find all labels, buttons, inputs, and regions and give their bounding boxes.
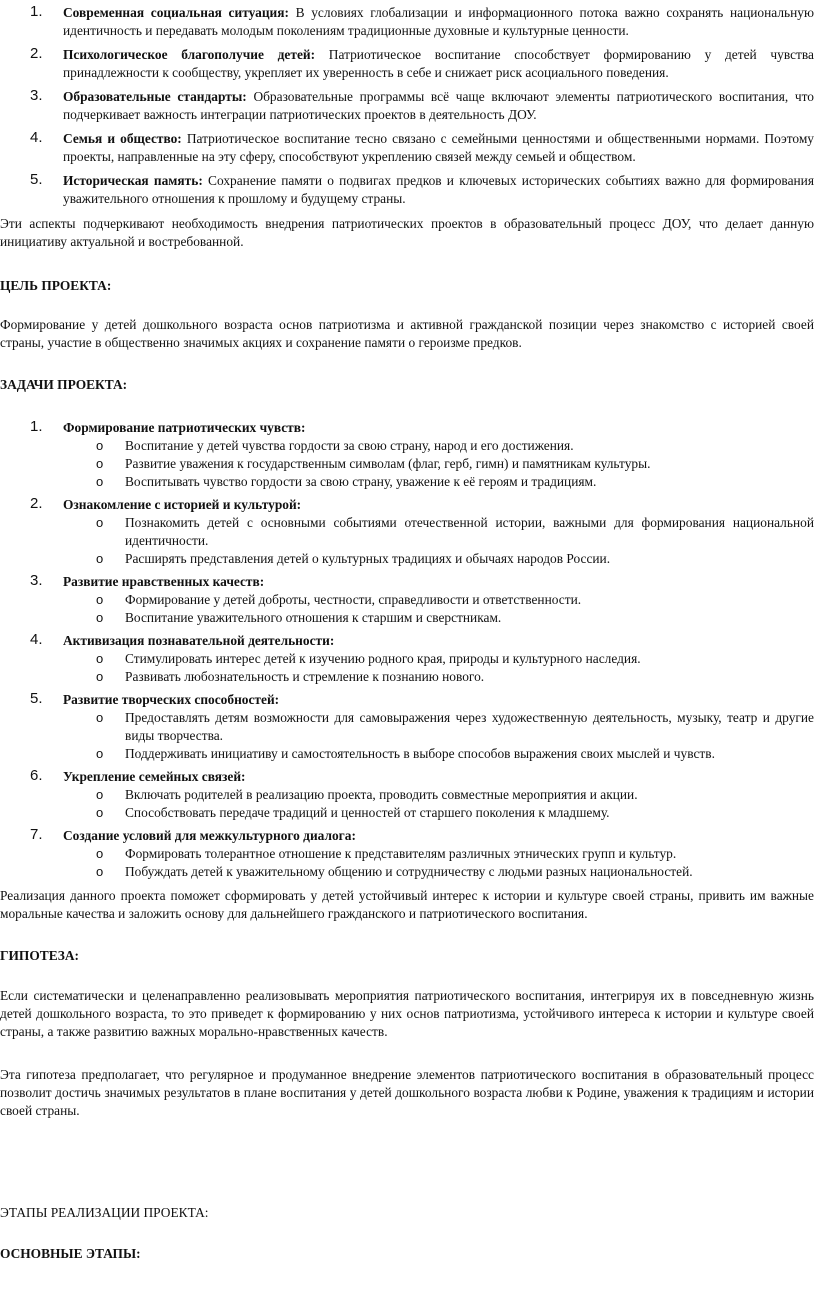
goal-heading: ЦЕЛЬ ПРОЕКТА: <box>0 278 112 293</box>
list-item: o Развитие уважения к государственным символам (флаг, герб, гимн) и памятникам культуры. <box>96 456 651 471</box>
factor-text: В условиях глобализации и информационного потока важно сохранять национальную идентичность и передавать молодым поколениям традиционные духовные и культурные ценности. <box>63 5 814 38</box>
list-number: 1. <box>30 3 43 20</box>
list-number: 5. <box>30 690 43 707</box>
stages-heading: ЭТАПЫ РЕАЛИЗАЦИИ ПРОЕКТА: <box>0 1205 209 1220</box>
bullet-icon: o <box>96 456 104 471</box>
bullet-icon: o <box>96 592 104 607</box>
list-item: o Расширять представления детей о культурных традициях и обычаях народов России. <box>96 551 611 566</box>
factor-title: Психологическое благополучие детей: <box>63 47 316 62</box>
bullet-icon: o <box>96 746 104 761</box>
main-stages-heading: ОСНОВНЫЕ ЭТАПЫ: <box>0 1246 141 1261</box>
task-title-row <box>0 768 816 786</box>
list-item: o Предоставлять детям возможности для самовыражения через художественную деятельность, музыку, театр и другие виды творчества. <box>96 710 814 743</box>
bullet-icon: o <box>96 651 104 666</box>
task-title: Формирование патриотических чувств: <box>63 420 306 435</box>
bullet-icon: o <box>96 438 104 453</box>
list-number: 7. <box>30 826 43 843</box>
factor-item <box>0 88 816 124</box>
list-item: o Формирование у детей доброты, честности, справедливости и ответственности. <box>96 592 582 607</box>
list-item: o Включать родителей в реализацию проекта, проводить совместные мероприятия и акции. <box>96 787 638 802</box>
list-number: 2. <box>30 495 43 512</box>
task-title: Развитие творческих способностей: <box>63 692 280 707</box>
bullet-icon: o <box>96 515 104 530</box>
factor-title: Образовательные стандарты: <box>63 89 247 104</box>
task-title-row <box>0 632 816 650</box>
task-group <box>0 419 816 491</box>
bullet-icon: o <box>96 805 104 820</box>
list-item: o Воспитывать чувство гордости за свою страну, уважение к её героям и традициям. <box>96 474 597 489</box>
list-item: o Стимулировать интерес детей к изучению родного края, природы и культурного наследия. <box>96 651 641 666</box>
hypothesis-note-paragraph: Эта гипотеза предполагает, что регулярное и продуманное внедрение элементов патриотического воспитания в образовательный процесс позволит достичь значимых результатов в плане воспитания у детей дошкольного возраста любви к Родине, уважения к традициям и истории своей страны. <box>0 1067 814 1118</box>
task-title: Создание условий для межкультурного диалога: <box>63 828 356 843</box>
bullet-icon: o <box>96 474 104 489</box>
task-title-row <box>0 496 816 514</box>
task-group <box>0 632 816 686</box>
list-number: 5. <box>30 171 43 188</box>
factor-item <box>0 46 816 82</box>
tasks-summary-paragraph: Реализация данного проекта поможет сформировать у детей устойчивый интерес к истории и культуре своей страны, привить им важные моральные качества и заложить основу для дальнейшего гражданского и патриотического воспитания. <box>0 888 814 921</box>
bullet-icon: o <box>96 610 104 625</box>
list-item: o Развивать любознательность и стремление к познанию нового. <box>96 669 485 684</box>
bullet-icon: o <box>96 551 104 566</box>
list-item: o Познакомить детей с основными событиями отечественной истории, важными для формирования национальной идентичности. <box>96 515 814 548</box>
list-number: 6. <box>30 767 43 784</box>
factor-title: Историческая память: <box>63 173 203 188</box>
task-title-row <box>0 827 816 845</box>
hypothesis-heading: ГИПОТЕЗА: <box>0 948 79 963</box>
list-item: o Воспитание у детей чувства гордости за свою страну, народ и его достижения. <box>96 438 574 453</box>
task-group <box>0 573 816 627</box>
factor-item <box>0 172 816 208</box>
task-group <box>0 691 816 763</box>
list-item: o Воспитание уважительного отношения к старшим и сверстникам. <box>96 610 502 625</box>
task-title: Ознакомление с историей и культурой: <box>63 497 302 512</box>
hypothesis-paragraph: Если систематически и целенаправленно реализовывать мероприятия патриотического воспитания, интегрируя их в повседневную жизнь детей дошкольного возраста, то это приведет к формированию у них основ патриотизма, устойчивого интереса к истории и культуре своей страны, а также развитию важных морально-нравственных качеств. <box>0 988 814 1039</box>
goal-paragraph: Формирование у детей дошкольного возраста основ патриотизма и активной гражданской позиции через знакомство с историей своей страны, участие в общественно значимых акциях и сохранение памяти о героизме предков. <box>0 317 814 350</box>
factor-title: Семья и общество: <box>63 131 182 146</box>
factor-text: Патриотическое воспитание тесно связано с семейными ценностями и общественными нормами. Поэтому проекты, направленные на эту сферу, способствуют укреплению связей между семьей и обществом. <box>63 131 814 164</box>
task-title-row <box>0 691 816 709</box>
list-number: 2. <box>30 45 43 62</box>
factor-text: Патриотическое воспитание способствует формированию у детей чувства принадлежности к сообществу, укрепляет их уверенность в себе и снижает риск асоциального поведения. <box>63 47 814 80</box>
list-number: 1. <box>30 418 43 435</box>
tasks-list <box>0 419 816 881</box>
bullet-icon: o <box>96 710 104 725</box>
bullet-icon: o <box>96 846 104 861</box>
task-title-row <box>0 419 816 437</box>
tasks-heading: ЗАДАЧИ ПРОЕКТА: <box>0 377 128 392</box>
factor-item <box>0 4 816 40</box>
task-group <box>0 768 816 822</box>
list-item: o Побуждать детей к уважительному общению и сотрудничеству с людьми разных национальностей. <box>96 864 693 879</box>
bullet-icon: o <box>96 864 104 879</box>
factor-text: Образовательные программы всё чаще включают элементы патриотического воспитания, что подчеркивает важность интеграции патриотических проектов в деятельность ДОУ. <box>63 89 814 122</box>
list-item: o Способствовать передаче традиций и ценностей от старшего поколения к младшему. <box>96 805 610 820</box>
bullet-icon: o <box>96 787 104 802</box>
list-number: 4. <box>30 129 43 146</box>
factor-text: Сохранение памяти о подвигах предков и ключевых исторических событиях важно для формирования уважительного отношения к прошлому и будущему страны. <box>63 173 814 206</box>
task-title: Укрепление семейных связей: <box>63 769 246 784</box>
factor-title: Современная социальная ситуация: <box>63 5 289 20</box>
list-number: 4. <box>30 631 43 648</box>
list-number: 3. <box>30 572 43 589</box>
summary-paragraph: Эти аспекты подчеркивают необходимость внедрения патриотических проектов в образовательный процесс ДОУ, что делает данную инициативу актуальной и востребованной. <box>0 216 814 249</box>
list-item: o Формировать толерантное отношение к представителям различных этнических групп и культур. <box>96 846 677 861</box>
factors-list <box>0 4 816 208</box>
bullet-icon: o <box>96 669 104 684</box>
list-number: 3. <box>30 87 43 104</box>
task-group <box>0 827 816 881</box>
task-title: Активизация познавательной деятельности: <box>63 633 335 648</box>
task-title: Развитие нравственных качеств: <box>63 574 265 589</box>
factor-item <box>0 130 816 166</box>
list-item: o Поддерживать инициативу и самостоятельность в выборе способов выражения своих мыслей и чувств. <box>96 746 715 761</box>
task-title-row <box>0 573 816 591</box>
task-group <box>0 496 816 568</box>
